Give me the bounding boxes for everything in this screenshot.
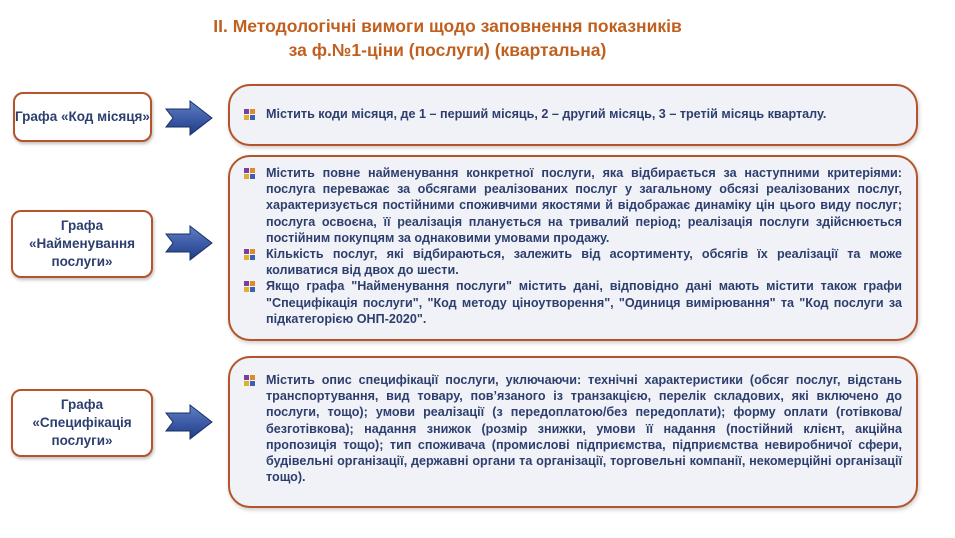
content-box-naimenuvannia xyxy=(228,155,918,341)
bullet-item xyxy=(240,246,902,278)
bullet-square-icon xyxy=(244,281,255,292)
label-text: Графа «Специфікація послуги» xyxy=(32,397,132,448)
bullet-square-icon xyxy=(244,375,255,386)
title-line-2: за ф.№1-ціни (послуги) (квартальна) xyxy=(288,40,607,60)
content-box-spetsyfikatsiia xyxy=(228,356,918,508)
label-spetsyfikatsiia xyxy=(11,389,153,457)
title-line-1: II. Методологічні вимоги щодо заповнення показників xyxy=(213,16,682,36)
bullet-text: Кількість послуг, які відбираються, залежить від асортименту, обсягів їх реалізації та може коливатися від двох до шести. xyxy=(266,247,902,278)
bullet-text: Якщо графа "Найменування послуги" містить дані, відповідно дані мають містити також графи "Специфікація послуги", "Код методу ціноутворення", "Одиниця вимірювання" та "Код послуги за підкатегорією ОНП-2020". xyxy=(266,279,902,326)
bullet-square-icon xyxy=(244,109,255,120)
bullet-item xyxy=(240,278,902,327)
bullet-text: Містить повне найменування конкретної послуги, яка відбирається за наступними критеріями: послуга переважає за обсягами реалізованих послуг у загальному обсязі реалізованих послуг, характеризується постійними споживчими якостями й відображає динаміку цін цього виду послуг; послуга освоєна, її реалізація планується на тривалий період; реалізація послуги здійснюється постійним покупцям за однаковими умовами продажу. xyxy=(266,166,902,245)
label-naimenuvannia xyxy=(11,210,153,278)
bullet-square-icon xyxy=(244,168,255,179)
bullet-text: Містить опис специфікації послуги, уключаючи: технічні характеристики (обсяг послуг, відстань транспортування, вид товару, пов’язаного із транзакцією, перелік складових, які включено до послуги, тощо); умови реалізації (з передоплатою/без передоплати); форму оплати (готівкова/безготівкова); надання знижок (розмір знижки, умови її надання (постійний клієнт, акційна пропозиція тощо); тип споживача (промислові підприємства, підприємства невиробничої сфери, будівельні організації, державні органи та організації, торговельні компанії, некомерційні організації тощо). xyxy=(266,373,902,485)
bullet-item xyxy=(240,165,902,246)
right-arrow-icon xyxy=(164,403,214,441)
slide-title xyxy=(0,14,955,62)
right-arrow-icon xyxy=(164,224,214,262)
label-kod-misiatsia xyxy=(13,92,152,142)
content-box-kod-misiatsia xyxy=(228,84,918,146)
bullet-text: Містить коди місяця, де 1 – перший місяць, 2 – другий місяць, 3 – третій місяць кварталу. xyxy=(266,107,827,121)
label-text: Графа «Код місяця» xyxy=(15,109,150,124)
label-text: Графа «Найменування послуги» xyxy=(28,218,136,269)
bullet-square-icon xyxy=(244,249,255,260)
bullet-item xyxy=(240,372,902,485)
right-arrow-icon xyxy=(164,99,214,137)
bullet-item xyxy=(240,106,902,122)
